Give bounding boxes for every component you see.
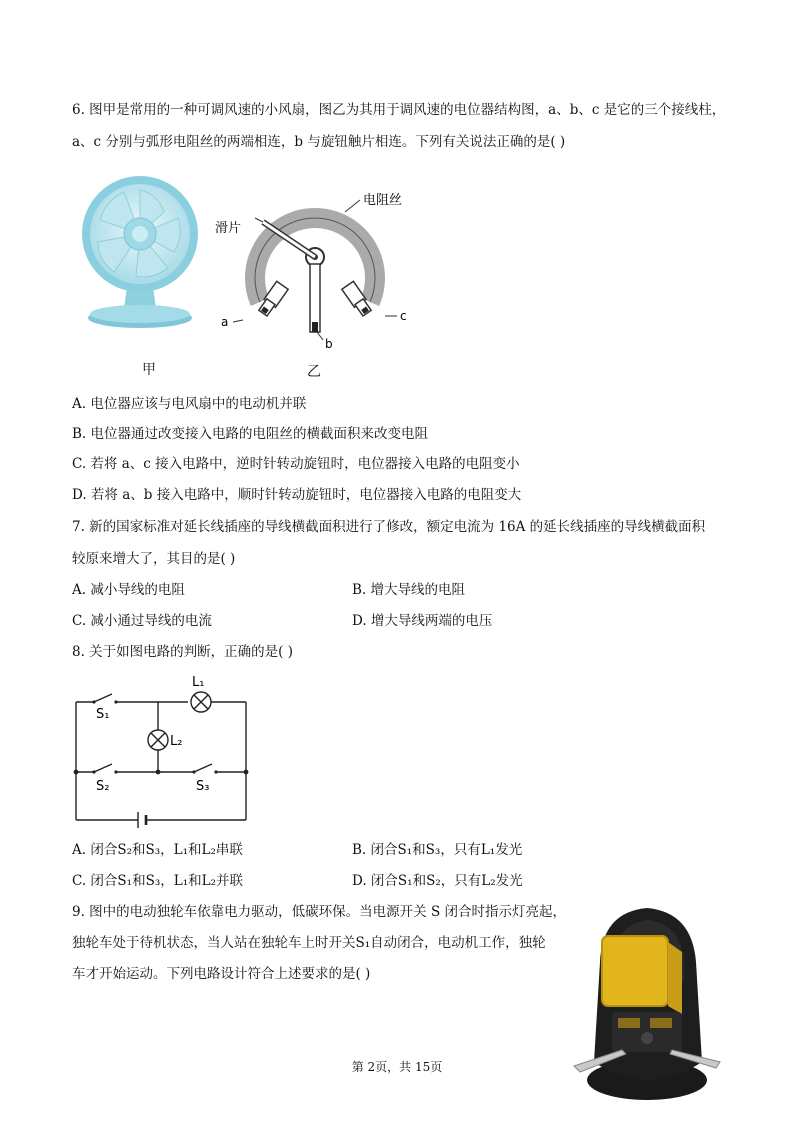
label-resistance-wire: 电阻丝: [363, 193, 403, 208]
q8-option-a: A. 闭合S₂和S₃，L₁和L₂串联: [72, 842, 243, 858]
label-terminal-b: b: [325, 337, 333, 351]
q8-option-d: D. 闭合S₁和S₂，只有L₂发光: [352, 873, 523, 889]
q7-stem-line1: 7. 新的国家标准对延长线插座的导线横截面积进行了修改，额定电流为 16A 的延长线插座的导线横截面积: [72, 519, 706, 535]
q7-option-a: A. 减小导线的电阻: [72, 582, 185, 598]
circuit-diagram: [70, 672, 260, 832]
q6-stem-line1: 6. 图甲是常用的一种可调风速的小风扇，图乙为其用于调风速的电位器结构图，a、b、c 是它的三个接线柱，: [72, 102, 726, 118]
label-slider: 滑片: [215, 221, 242, 236]
label-terminal-a: a: [221, 315, 229, 329]
label-L1: L₁: [192, 675, 205, 690]
q7-option-c: C. 减小通过导线的电流: [72, 613, 212, 629]
q8-option-c: C. 闭合S₁和S₃，L₁和L₂并联: [72, 873, 244, 889]
unicycle-image: [572, 902, 722, 1108]
q8-option-b: B. 闭合S₁和S₃，只有L₁发光: [352, 842, 523, 858]
q8-stem: 8. 关于如图电路的判断，正确的是( ): [72, 644, 293, 660]
label-L2: L₂: [170, 734, 183, 749]
q9-stem-line3: 车才开始运动。下列电路设计符合上述要求的是( ): [72, 966, 371, 982]
q7-option-b: B. 增大导线的电阻: [352, 582, 466, 598]
q7-stem-line2: 较原来增大了，其目的是( ): [72, 551, 236, 567]
label-S3: S₃: [196, 779, 210, 794]
page-footer: 第 2页，共 15页: [351, 1060, 443, 1074]
label-terminal-c: c: [400, 309, 407, 323]
q9-stem-line2: 独轮车处于待机状态，当人站在独轮车上时开关S₁自动闭合，电动机工作，独轮: [72, 935, 546, 951]
q6-option-b: B. 电位器通过改变接入电路的电阻丝的横截面积来改变电阻: [72, 426, 429, 442]
fan-image: [80, 168, 200, 338]
q6-stem-line2: a、c 分别与弧形电阻丝的两端相连，b 与旋钮触片相连。下列有关说法正确的是( ): [72, 134, 566, 150]
label-S1: S₁: [96, 707, 110, 722]
q7-option-d: D. 增大导线两端的电压: [352, 613, 493, 629]
q6-option-d: D. 若将 a、b 接入电路中，顺时针转动旋钮时，电位器接入电路的电阻变大: [72, 487, 522, 503]
fig-caption-jia: 甲: [142, 362, 156, 378]
potentiometer-diagram: [215, 182, 415, 352]
label-S2: S₂: [96, 779, 110, 794]
q9-stem-line1: 9. 图中的电动独轮车依靠电力驱动，低碳环保。当电源开关 S 闭合时指示灯亮起，: [72, 904, 567, 920]
q6-option-c: C. 若将 a、c 接入电路中，逆时针转动旋钮时，电位器接入电路的电阻变小: [72, 456, 520, 472]
q6-option-a: A. 电位器应该与电风扇中的电动机并联: [72, 396, 307, 412]
fig-caption-yi: 乙: [307, 364, 321, 380]
